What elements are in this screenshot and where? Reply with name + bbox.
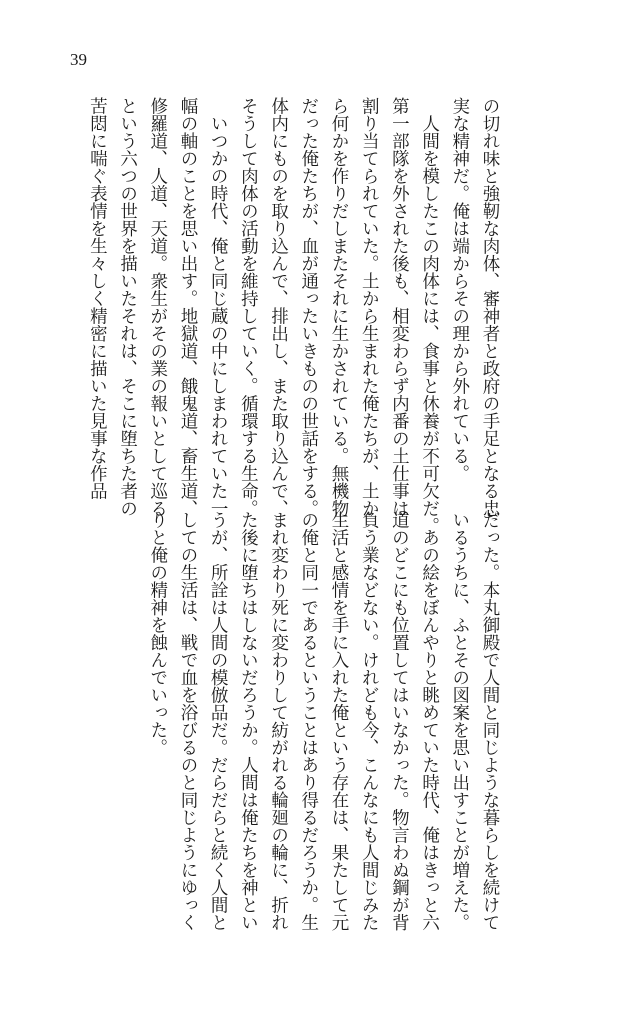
text-column: うが、所詮は人間の模倣品だ。だらだらと続く人間と bbox=[208, 511, 229, 931]
text-column: 負う業などない。けれども今、こんなにも人間じみた bbox=[359, 511, 380, 931]
text-column: の切れ味と強靭な肉体、審神者と政府の手足となる忠 bbox=[480, 97, 500, 517]
text-column: いつかの時代、俺と同じ蔵の中にしまわれていた一 bbox=[208, 97, 229, 517]
text-column: の俺と同一であるということはあり得るだろうか。生 bbox=[298, 511, 319, 931]
text-column: しての生活は、戦で血を浴びるのと同じようにゆっく bbox=[177, 511, 198, 931]
text-column: いるうちに、ふとその図案を思い出すことが増えた。 bbox=[449, 511, 470, 931]
text-column: 人間を模したこの肉体には、食事と休養が不可欠だ。 bbox=[419, 97, 440, 535]
text-column: 苦悶に喘ぐ表情を生々しく精密に描いた見事な作品 bbox=[87, 97, 108, 500]
text-column: 道のどこにも位置してはいなかった。物言わぬ鋼が背 bbox=[389, 511, 410, 931]
text-column: 実な精神だ。俺は端からその理から外れている。 bbox=[449, 97, 470, 482]
text-column: あの絵をぼんやりと眺めていた時代、俺はきっと六 bbox=[419, 511, 440, 931]
text-column: た後に堕ちはしないだろうか。人間は俺たちを神とい bbox=[238, 511, 259, 931]
text-column: そうして肉体の活動を維持していく。循環する生命。 bbox=[238, 97, 259, 517]
text-column: りと俺の精神を蝕んでいった。 bbox=[147, 511, 168, 756]
text-column: 割り当てられていた。土から生まれた俺たちが、土か bbox=[359, 97, 380, 517]
text-column: 体内にものを取り込んで、排出し、また取り込んで、 bbox=[268, 97, 289, 517]
text-column: 生活と感情を手に入れた俺という存在は、果たして元 bbox=[328, 511, 349, 931]
text-column: 第一部隊を外された後も、相変わらず内番の土仕事は bbox=[389, 97, 410, 517]
upper-text-tier bbox=[82, 97, 505, 535]
text-column: 幅の軸のことを思い出す。地獄道、餓鬼道、畜生道、 bbox=[177, 97, 198, 517]
text-column: という六つの世界を描いたそれは、そこに堕ちた者の bbox=[117, 97, 138, 517]
text-column: ら何かを作りだしまたそれに生かされている。無機物 bbox=[328, 97, 349, 517]
page-number: 39 bbox=[70, 50, 87, 69]
text-column: だった俺たちが、血が通ったいきものの世話をする。 bbox=[298, 97, 319, 517]
text-column: だった。本丸御殿で人間と同じような暮らしを続けて bbox=[480, 511, 500, 931]
text-column: 修羅道、人道、天道。衆生がその業の報いとして巡る bbox=[147, 97, 168, 517]
lower-text-tier bbox=[143, 511, 505, 931]
text-column: まれ変わり死に変わりして紡がれる輪廻の輪に、折れ bbox=[268, 511, 289, 931]
